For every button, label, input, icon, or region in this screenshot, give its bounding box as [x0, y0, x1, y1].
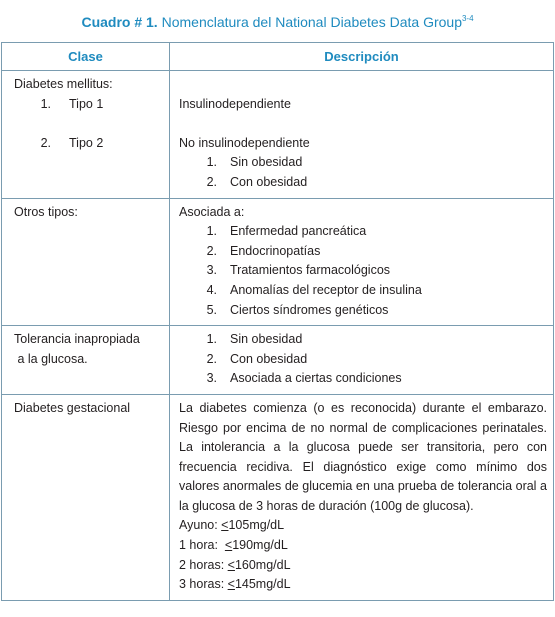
glucose-value [179, 516, 547, 536]
header-row [2, 43, 554, 71]
item-text: Ciertos síndromes genéticos [230, 302, 389, 317]
cell-descripcion [170, 394, 554, 600]
item-number: 1. [206, 332, 217, 347]
less-equal-symbol: < [227, 557, 235, 572]
value-label: Ayuno: [179, 518, 222, 533]
item-text: Sin obesidad [230, 332, 303, 347]
row-title: Otros tipos: [14, 204, 78, 219]
table-caption [0, 14, 555, 30]
row-title: Diabetes mellitus: [14, 77, 113, 91]
item-number: 3. [206, 371, 217, 386]
list-item [179, 261, 547, 281]
value-amount: 105mg/dL [228, 518, 285, 533]
item-text: Tipo 2 [69, 135, 104, 150]
item-text: Endocrinopatías [230, 243, 321, 258]
caption-label: Cuadro # 1. [81, 14, 158, 30]
glucose-value [179, 556, 547, 576]
glucose-value [179, 536, 547, 556]
glucose-value [179, 575, 547, 595]
header-clase: Clase [2, 43, 170, 71]
item-text: Con obesidad [230, 351, 308, 366]
desc-text: Asociada a: [179, 204, 245, 219]
table-row [2, 326, 554, 395]
value-label: 3 horas: [179, 577, 228, 592]
item-number: 5. [206, 302, 217, 317]
list-item [179, 301, 547, 321]
list-item [14, 134, 163, 154]
list-item [179, 350, 547, 370]
item-number: 2. [206, 243, 217, 258]
row-title: Tolerancia inapropiada [14, 332, 140, 347]
cell-clase [2, 326, 170, 395]
item-number: 4. [206, 282, 217, 297]
item-text: Asociada a ciertas condiciones [230, 371, 402, 386]
cell-descripcion [170, 71, 554, 199]
list-item [179, 369, 547, 389]
nomenclature-table [1, 42, 554, 601]
less-equal-symbol: < [221, 518, 229, 533]
list-item [179, 330, 547, 350]
table-row [2, 198, 554, 326]
caption-text: Nomenclatura del National Diabetes Data Group [157, 14, 462, 30]
value-amount: 160mg/dL [234, 557, 291, 572]
less-equal-symbol: < [227, 577, 235, 592]
header-descripcion: Descripción [170, 43, 554, 71]
value-label: 1 hora: [179, 538, 225, 553]
item-text: Tratamientos farmacológicos [230, 263, 391, 278]
item-number: 2. [206, 351, 217, 366]
desc-paragraph: La diabetes comienza (o es reconocida) durante el embarazo. Riesgo por encima de no normal de complicaciones perinatales. La intolerancia a la glucosa puede ser transitoria, pero con frecuencia recidiva. El diagnóstico exige como mínimo dos valores anormales de glucemia en una prueba de tolerancia oral a la glucosa de 3 horas de duración (100g de glucosa). [179, 400, 547, 513]
cell-descripcion [170, 326, 554, 395]
list-item [179, 281, 547, 301]
list-item [179, 173, 547, 193]
row-title-continued: a la glucosa. [14, 351, 88, 366]
item-number: 2. [206, 174, 217, 189]
item-number: 3. [206, 263, 217, 278]
desc-text: Insulinodependiente [179, 96, 291, 111]
list-item [179, 242, 547, 262]
list-item [179, 153, 547, 173]
list-item [179, 222, 547, 242]
item-text: Sin obesidad [230, 155, 303, 170]
item-text: Anomalías del receptor de insulina [230, 282, 422, 297]
item-text: Enfermedad pancreática [230, 224, 367, 239]
desc-text: No insulinodependiente [179, 135, 310, 150]
list-item [14, 95, 163, 115]
caption-reference: 3-4 [461, 14, 474, 23]
item-number: 2. [40, 135, 51, 150]
value-label: 2 horas: [179, 557, 228, 572]
cell-descripcion [170, 198, 554, 326]
item-text: Tipo 1 [69, 96, 104, 111]
less-equal-symbol: < [224, 538, 233, 553]
cell-clase [2, 394, 170, 600]
table-row [2, 71, 554, 199]
item-number: 1. [206, 155, 217, 170]
value-amount: 190mg/dL [232, 538, 288, 553]
item-text: Con obesidad [230, 174, 308, 189]
table-row [2, 394, 554, 600]
item-number: 1. [40, 96, 51, 111]
value-amount: 145mg/dL [234, 577, 291, 592]
row-title: Diabetes gestacional [14, 400, 131, 415]
cell-clase [2, 71, 170, 199]
item-number: 1. [206, 224, 217, 239]
cell-clase [2, 198, 170, 326]
